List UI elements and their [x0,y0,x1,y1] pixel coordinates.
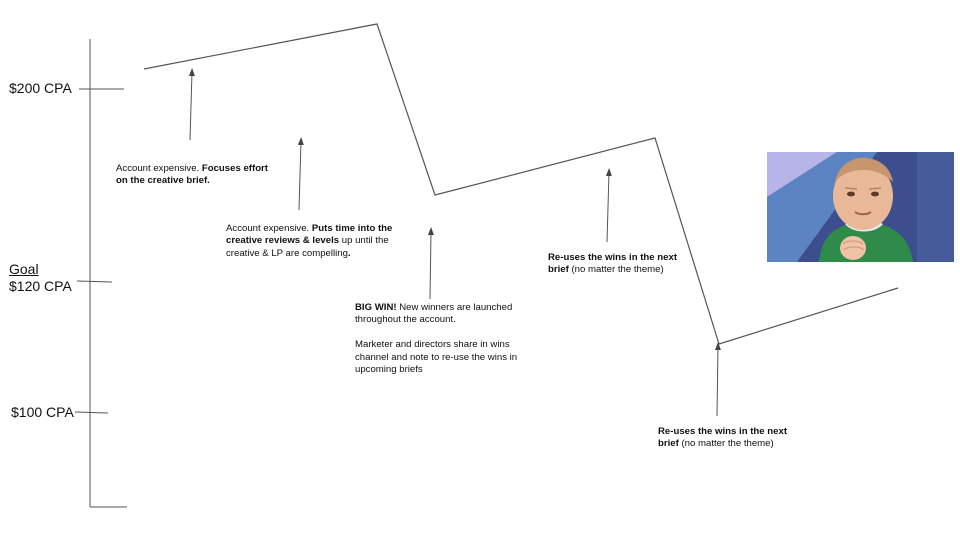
note-4-bold: Re-uses the wins in the next brief [548,252,678,276]
success-kid-image [767,152,954,262]
note-5-bold: Re-uses the wins in the next brief [658,426,788,450]
arrow-note-4 [607,172,609,242]
annotation-focus-brief [116,163,276,188]
note-1-text: Account expensive. [116,163,202,174]
note-2-tail: . [347,247,351,259]
note-2-bold: Puts time into the creative reviews & levels [226,223,393,247]
arrow-note-1 [190,72,192,140]
annotation-creative-reviews [226,223,396,260]
arrow-note-5 [717,346,718,416]
note-4-text: (no matter the theme) [568,264,664,276]
note-3-text: New winners are launched throughout the account. [355,302,513,326]
annotation-reuse-wins-1 [548,252,698,277]
label-200-cpa: $200 CPA [9,80,72,96]
note-3-bold: BIG WIN! [355,302,397,313]
tick-goal [77,281,112,282]
annotation-big-win [355,302,525,376]
arrow-note-2 [299,141,301,210]
note-5-text: (no matter the theme) [678,438,774,450]
note-1-bold: Focuses effort on the creative brief. [116,163,268,187]
goal-value-label: $120 CPA [9,278,72,294]
note-2-rest: up until the creative & LP are compelling [226,235,389,259]
goal-label: Goal [9,261,39,277]
note-2-text: Account expensive. [226,223,312,234]
annotation-reuse-wins-2 [658,426,808,451]
note-3-para-2: Marketer and directors share in wins channel and note to re-use the wins in upcoming briefs [355,339,518,376]
label-goal-120-cpa [9,261,72,295]
tick-100 [75,412,108,413]
label-100-cpa: $100 CPA [11,404,74,420]
arrow-note-3 [430,231,431,299]
